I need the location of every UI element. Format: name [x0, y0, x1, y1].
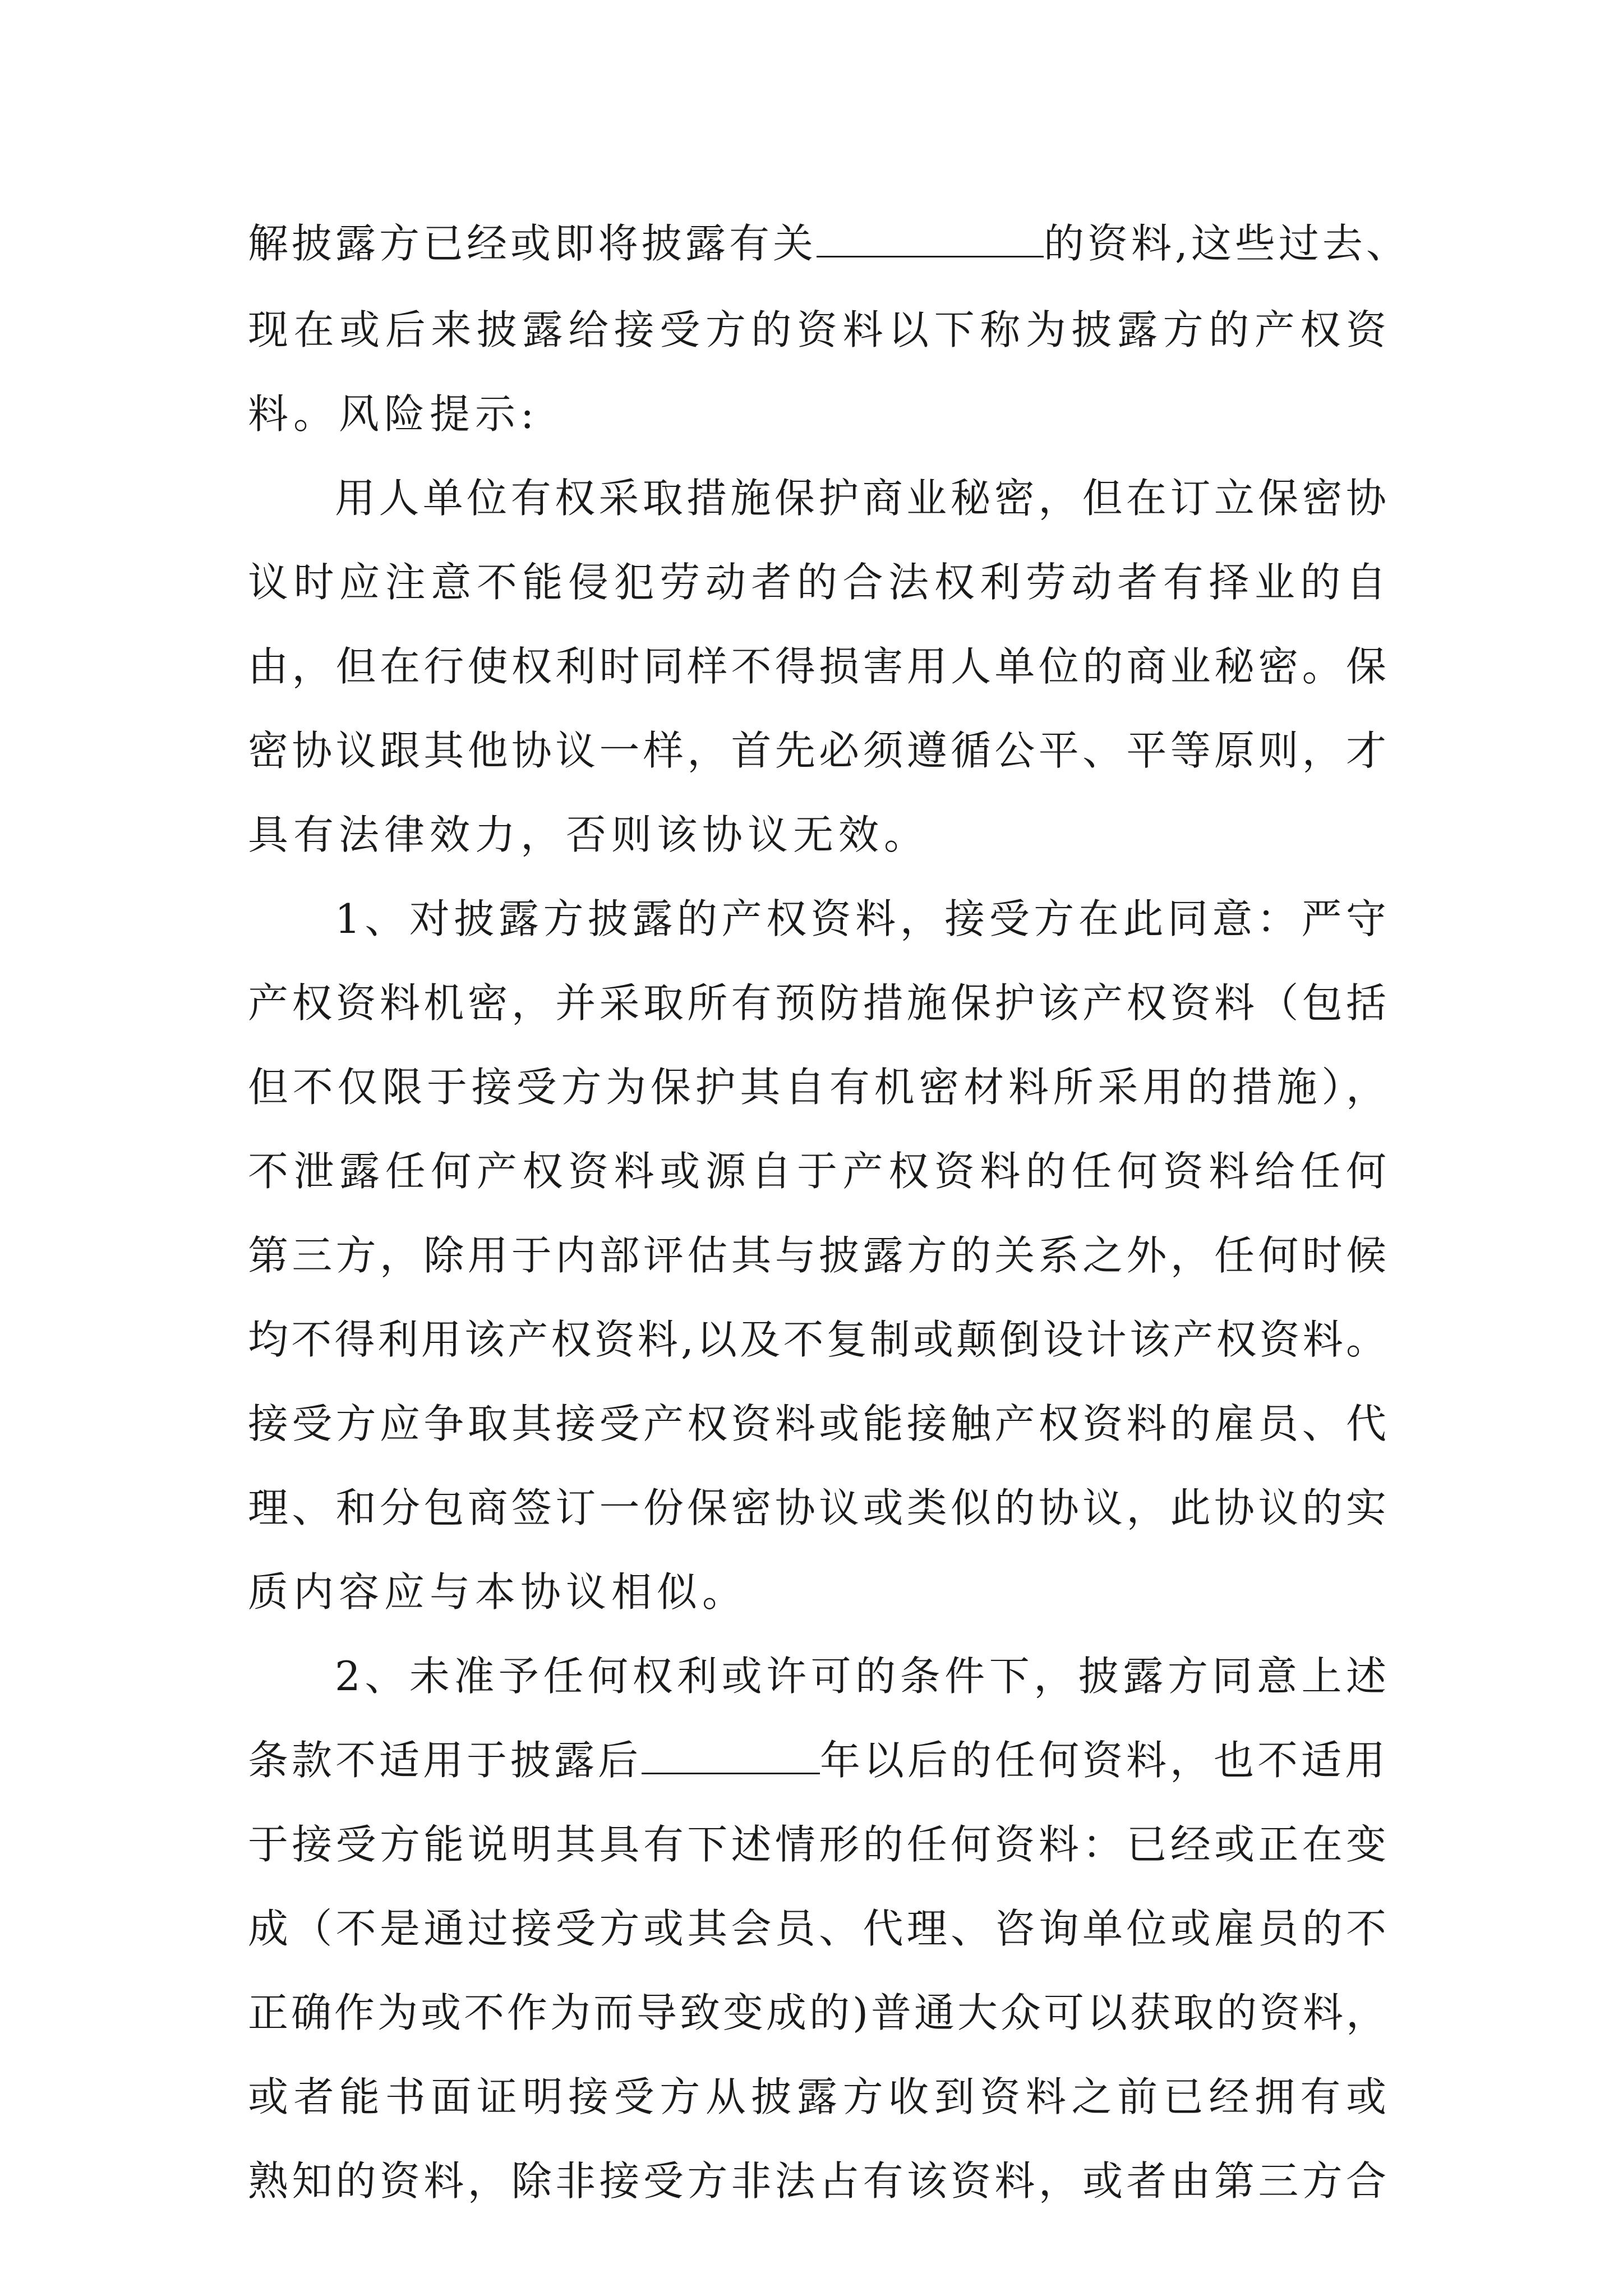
p1-line1-after: 的资料,这些过去、: [1044, 220, 1410, 267]
paragraph-4-line-2: [248, 1718, 1389, 1802]
paragraph-4-line-6: 或者能书面证明接受方从披露方收到资料之前已经拥有或: [248, 2073, 1386, 2120]
p4-line2-after: 年以后的任何资料，也不适用: [820, 1737, 1389, 1784]
p4-line2-before: 条款不适用于披露后: [248, 1737, 642, 1784]
paragraph-4-line-1: 2、未准予任何权利或许可的条件下，披露方同意上述: [335, 1653, 1386, 1700]
paragraph-2-line-2: 议时应注意不能侵犯劳动者的合法权利劳动者有择业的自: [248, 559, 1386, 606]
paragraph-3-line-9: 质内容应与本协议相似。: [248, 1568, 748, 1616]
p1-line1-before: 解披露方已经或即将披露有关: [248, 220, 817, 267]
paragraph-3-line-2: 产权资料机密，并采取所有预防措施保护该产权资料（包括: [248, 979, 1386, 1027]
paragraph-4-line-7: 熟知的资料，除非接受方非法占有该资料，或者由第三方合: [248, 2157, 1386, 2205]
paragraph-3-line-4: 不泄露任何产权资料或源自于产权资料的任何资料给任何: [248, 1148, 1386, 1195]
paragraph-4-line-5: 正确作为或不作为而导致变成的)普通大众可以获取的资料，: [248, 1989, 1386, 2036]
paragraph-3-line-6: 均不得利用该产权资料,以及不复制或颠倒设计该产权资料。: [248, 1316, 1386, 1363]
paragraph-3-line-7: 接受方应争取其接受产权资料或能接触产权资料的雇员、代: [248, 1400, 1386, 1447]
blank-field-subject: [817, 214, 1044, 257]
paragraph-3-line-1: 1、对披露方披露的产权资料，接受方在此同意：严守: [335, 895, 1386, 942]
paragraph-3-line-5: 第三方，除用于内部评估其与披露方的关系之外，任何时候: [248, 1232, 1386, 1279]
paragraph-4-line-3: 于接受方能说明其具有下述情形的任何资料：已经或正在变: [248, 1821, 1386, 1868]
paragraph-3-line-8: 理、和分包商签订一份保密协议或类似的协议，此协议的实: [248, 1484, 1386, 1531]
paragraph-1-line-2: 现在或后来披露给接受方的资料以下称为披露方的产权资: [248, 306, 1386, 353]
paragraph-2-line-5: 具有法律效力，否则该协议无效。: [248, 811, 930, 858]
paragraph-3-line-3: 但不仅限于接受方为保护其自有机密材料所采用的措施），: [248, 1064, 1386, 1111]
paragraph-4-line-4: 成（不是通过接受方或其会员、代理、咨询单位或雇员的不: [248, 1905, 1386, 1952]
blank-field-years: [642, 1731, 820, 1774]
paragraph-2-line-1: 用人单位有权采取措施保护商业秘密，但在订立保密协: [335, 475, 1386, 522]
paragraph-1-line-1: [248, 201, 1410, 286]
paragraph-2-line-4: 密协议跟其他协议一样，首先必须遵循公平、平等原则，才: [248, 727, 1386, 774]
paragraph-1-line-3: 料。风险提示:: [248, 390, 540, 438]
paragraph-2-line-3: 由，但在行使权利时同样不得损害用人单位的商业秘密。保: [248, 643, 1386, 690]
